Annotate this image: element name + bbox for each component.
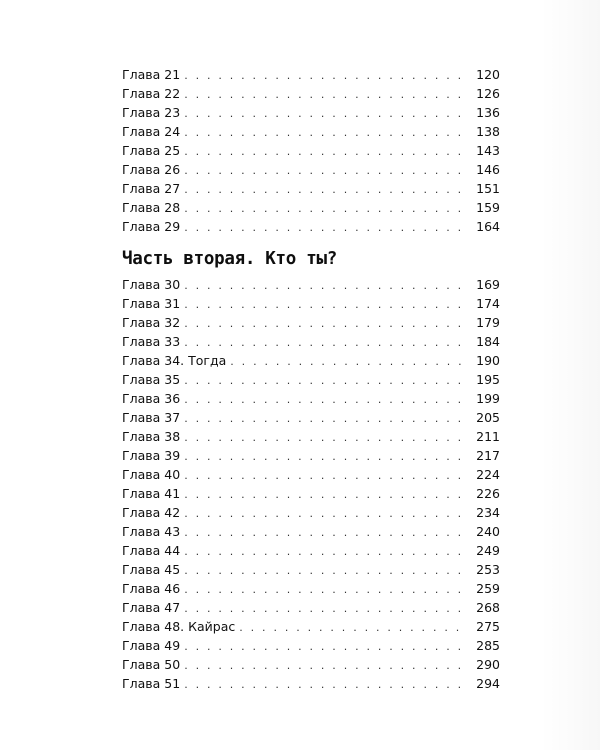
toc-entry bbox=[122, 332, 500, 351]
toc-entry-title: Глава 41 bbox=[122, 486, 181, 501]
toc-entry bbox=[122, 484, 500, 503]
toc-entry-page: 143 bbox=[476, 143, 500, 158]
toc-entry-title: Глава 49 bbox=[122, 638, 181, 653]
dot-leader bbox=[184, 637, 468, 656]
toc-entry bbox=[122, 579, 500, 598]
toc-entry-page: 290 bbox=[476, 657, 500, 672]
dot-leader bbox=[184, 295, 468, 314]
toc-entry-page: 151 bbox=[476, 181, 500, 196]
toc-entry bbox=[122, 522, 500, 541]
dot-leader bbox=[184, 161, 468, 180]
toc-entry bbox=[122, 598, 500, 617]
toc-entry-page: 184 bbox=[476, 334, 500, 349]
dot-leader bbox=[184, 276, 468, 295]
page-edge-shadow bbox=[540, 0, 600, 750]
toc-entry-title: Глава 37 bbox=[122, 410, 181, 425]
toc-entry-title: Глава 40 bbox=[122, 467, 181, 482]
toc-entry bbox=[122, 674, 500, 693]
dot-leader bbox=[184, 66, 468, 85]
toc-entry bbox=[122, 636, 500, 655]
toc-entry bbox=[122, 198, 500, 217]
dot-leader bbox=[184, 199, 468, 218]
dot-leader bbox=[184, 333, 468, 352]
toc-entry bbox=[122, 446, 500, 465]
toc-entry-title: Глава 47 bbox=[122, 600, 181, 615]
toc-entry-page: 253 bbox=[476, 562, 500, 577]
toc-entry-page: 249 bbox=[476, 543, 500, 558]
toc-entry bbox=[122, 427, 500, 446]
dot-leader bbox=[184, 656, 468, 675]
dot-leader bbox=[184, 504, 468, 523]
toc-entry-page: 294 bbox=[476, 676, 500, 691]
toc-entry bbox=[122, 465, 500, 484]
dot-leader bbox=[184, 218, 468, 237]
dot-leader bbox=[184, 180, 468, 199]
toc-entry-title: Глава 23 bbox=[122, 105, 181, 120]
toc-entry-title: Глава 25 bbox=[122, 143, 181, 158]
dot-leader bbox=[184, 142, 468, 161]
dot-leader bbox=[184, 485, 468, 504]
toc-entry-title: Глава 22 bbox=[122, 86, 181, 101]
toc-entry-title: Глава 24 bbox=[122, 124, 181, 139]
toc-entry-page: 138 bbox=[476, 124, 500, 139]
toc-entry-page: 146 bbox=[476, 162, 500, 177]
toc-entry-title: Глава 46 bbox=[122, 581, 181, 596]
dot-leader bbox=[239, 618, 468, 637]
toc-entry-page: 211 bbox=[476, 429, 500, 444]
dot-leader bbox=[184, 675, 468, 694]
toc-entry-page: 205 bbox=[476, 410, 500, 425]
toc-entry-page: 240 bbox=[476, 524, 500, 539]
toc-entry-page: 199 bbox=[476, 391, 500, 406]
toc-entry bbox=[122, 560, 500, 579]
toc-entry bbox=[122, 503, 500, 522]
toc-entry-page: 126 bbox=[476, 86, 500, 101]
dot-leader bbox=[184, 561, 468, 580]
toc-entry-page: 179 bbox=[476, 315, 500, 330]
toc-entry-title: Глава 38 bbox=[122, 429, 181, 444]
dot-leader bbox=[184, 599, 468, 618]
toc-entry-title: Глава 34. Тогда bbox=[122, 353, 227, 368]
toc-entry-page: 275 bbox=[476, 619, 500, 634]
toc-entry bbox=[122, 541, 500, 560]
toc-entry-title: Глава 26 bbox=[122, 162, 181, 177]
dot-leader bbox=[184, 580, 468, 599]
toc-entry-page: 268 bbox=[476, 600, 500, 615]
dot-leader bbox=[184, 85, 468, 104]
part-two-heading: Часть вторая. Кто ты? bbox=[122, 249, 337, 269]
toc-entry bbox=[122, 122, 500, 141]
toc-entry-title: Глава 44 bbox=[122, 543, 181, 558]
toc-entry-page: 164 bbox=[476, 219, 500, 234]
toc-entry-title: Глава 42 bbox=[122, 505, 181, 520]
toc-entry bbox=[122, 294, 500, 313]
dot-leader bbox=[184, 314, 468, 333]
toc-entry-title: Глава 32 bbox=[122, 315, 181, 330]
dot-leader bbox=[184, 523, 468, 542]
dot-leader bbox=[184, 390, 468, 409]
toc-entry-page: 224 bbox=[476, 467, 500, 482]
toc-part-two bbox=[122, 245, 500, 693]
toc-entry-title: Глава 28 bbox=[122, 200, 181, 215]
toc-entry-title: Глава 33 bbox=[122, 334, 181, 349]
dot-leader bbox=[184, 371, 468, 390]
toc-entry bbox=[122, 103, 500, 122]
toc-entry-title: Глава 21 bbox=[122, 67, 181, 82]
toc-entry bbox=[122, 617, 500, 636]
toc-entry bbox=[122, 389, 500, 408]
dot-leader bbox=[230, 352, 468, 371]
toc-entry bbox=[122, 313, 500, 332]
toc-entry-title: Глава 48. Кайрас bbox=[122, 619, 236, 634]
toc-entry bbox=[122, 275, 500, 294]
toc-entry-title: Глава 45 bbox=[122, 562, 181, 577]
toc-entry-title: Глава 51 bbox=[122, 676, 181, 691]
toc-entry bbox=[122, 217, 500, 236]
dot-leader bbox=[184, 428, 468, 447]
toc-entry bbox=[122, 408, 500, 427]
toc-entry-title: Глава 39 bbox=[122, 448, 181, 463]
toc-entry-page: 169 bbox=[476, 277, 500, 292]
toc-entry bbox=[122, 179, 500, 198]
toc-entry-page: 136 bbox=[476, 105, 500, 120]
toc-entry-title: Глава 30 bbox=[122, 277, 181, 292]
toc-entry-title: Глава 31 bbox=[122, 296, 181, 311]
toc-entry-page: 259 bbox=[476, 581, 500, 596]
dot-leader bbox=[184, 123, 468, 142]
dot-leader bbox=[184, 466, 468, 485]
toc-entry-title: Глава 29 bbox=[122, 219, 181, 234]
toc-entry-title: Глава 35 bbox=[122, 372, 181, 387]
toc-entry bbox=[122, 370, 500, 389]
toc-entry-page: 174 bbox=[476, 296, 500, 311]
toc-entry-title: Глава 50 bbox=[122, 657, 181, 672]
toc-entry-title: Глава 43 bbox=[122, 524, 181, 539]
toc-entry bbox=[122, 351, 500, 370]
toc-entry bbox=[122, 160, 500, 179]
toc-entry-page: 195 bbox=[476, 372, 500, 387]
dot-leader bbox=[184, 104, 468, 123]
toc-entry-title: Глава 36 bbox=[122, 391, 181, 406]
toc-entry-page: 285 bbox=[476, 638, 500, 653]
toc-part-one-tail bbox=[122, 65, 500, 236]
toc-entry-page: 190 bbox=[476, 353, 500, 368]
toc-entry bbox=[122, 84, 500, 103]
dot-leader bbox=[184, 409, 468, 428]
toc-entry-page: 159 bbox=[476, 200, 500, 215]
toc-entry-page: 226 bbox=[476, 486, 500, 501]
toc-entry-page: 120 bbox=[476, 67, 500, 82]
toc-entry bbox=[122, 65, 500, 84]
toc-entry-page: 234 bbox=[476, 505, 500, 520]
toc-entry bbox=[122, 655, 500, 674]
dot-leader bbox=[184, 542, 468, 561]
toc-entry-title: Глава 27 bbox=[122, 181, 181, 196]
toc-entry-page: 217 bbox=[476, 448, 500, 463]
toc-entry bbox=[122, 141, 500, 160]
dot-leader bbox=[184, 447, 468, 466]
